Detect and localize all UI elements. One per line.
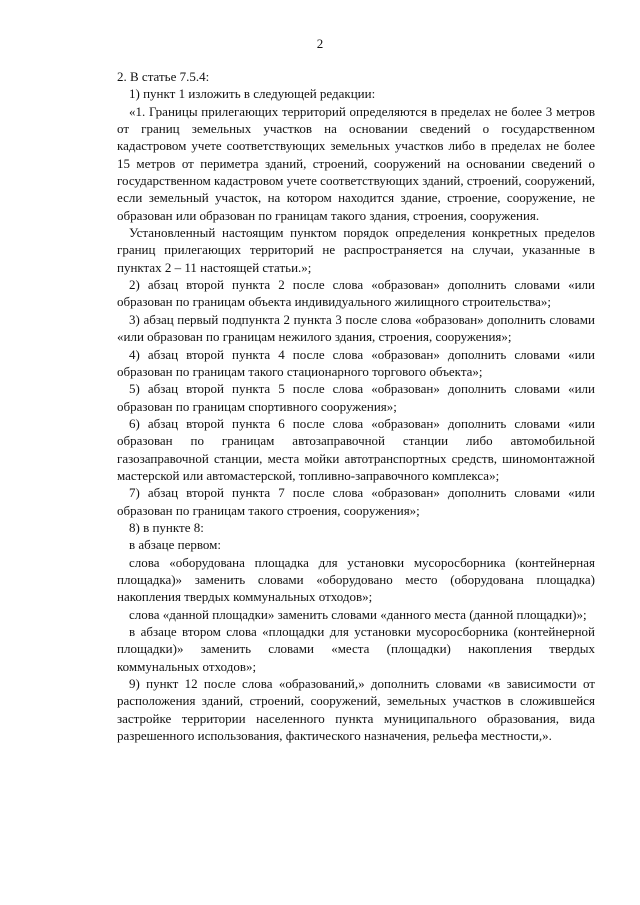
paragraph: «1. Границы прилегающих территорий определяются в пределах не более 3 метров от границ земельных участков на основании сведений о государственном кадастровом учете соответствующих земельных участков либо в пределах не более 15 метров от периметра зданий, строений, сооружений на основании сведений о государственном кадастровом учете соответствующих зданий, строений, сооружений, если земельный участок, на котором находится здание, строение, сооружение, не образован или образован по границам такого здания, строения, сооружения. (117, 103, 595, 223)
paragraph: в абзаце первом: (129, 537, 222, 553)
paragraph: 5) абзац второй пункта 5 после слова «образован» дополнить словами «или образован по границам спортивного сооружения»; (117, 381, 595, 414)
paragraph: 9) пункт 12 после слова «образований,» дополнить словами «в зависимости от расположения зданий, строений, сооружений, земельных участков в сложившейся застройке территории населенного пункта муниципального образования, вида разрешенного использования, фактического назначения, рельефа местности,». (117, 676, 595, 744)
paragraph: 3) абзац первый подпункта 2 пункта 3 после слова «образован» дополнить словами «или образован по границам нежилого здания, строения, сооружения»; (117, 311, 595, 345)
paragraph: 4) абзац второй пункта 4 после слова «образован» дополнить словами «или образован по границам такого стационарного торгового объекта»; (117, 346, 595, 379)
paragraph: слова «данной площадки» заменить словами «данного места (данной площадки)»; (129, 606, 587, 622)
paragraph: 1) пункт 1 изложить в следующей редакции: (129, 86, 376, 102)
paragraph: 8) в пункте 8: (129, 519, 204, 535)
paragraph: 2. В статье 7.5.4: (117, 69, 210, 84)
paragraph: Установленный настоящим пунктом порядок определения конкретных пределов границ прилегающих территорий не распространяется на случаи, указанные в пунктах 2 – 11 настоящей статьи.»; (117, 225, 595, 275)
paragraph: 7) абзац второй пункта 7 после слова «образован» дополнить словами «или образован по границам такого строения, сооружения»; (117, 485, 595, 518)
page-number: 2 (316, 36, 324, 51)
paragraph: слова «оборудована площадка для установки мусоросборника (контейнерная площадка)» заменить словами «оборудовано место (оборудована площадка) накопления твердых коммунальных отходов»; (117, 554, 595, 605)
paragraph: в абзаце втором слова «площадки для установки мусоросборника (контейнерной площадки)» заменить словами «места (площадки) накопления твердых коммунальных отходов»; (117, 624, 595, 674)
paragraph: 6) абзац второй пункта 6 после слова «образован» дополнить словами «или образован по границам автозаправочной станции либо автомобильной газозаправочной станции, места мойки автотранспортных средств, шиномонтажной мастерской или автомастерской, топливно-заправочного комплекса»; (117, 415, 595, 483)
document-body (117, 68, 595, 744)
paragraph: 2) абзац второй пункта 2 после слова «образован» дополнить словами «или образован по границам объекта индивидуального жилищного строительства»; (117, 277, 595, 310)
